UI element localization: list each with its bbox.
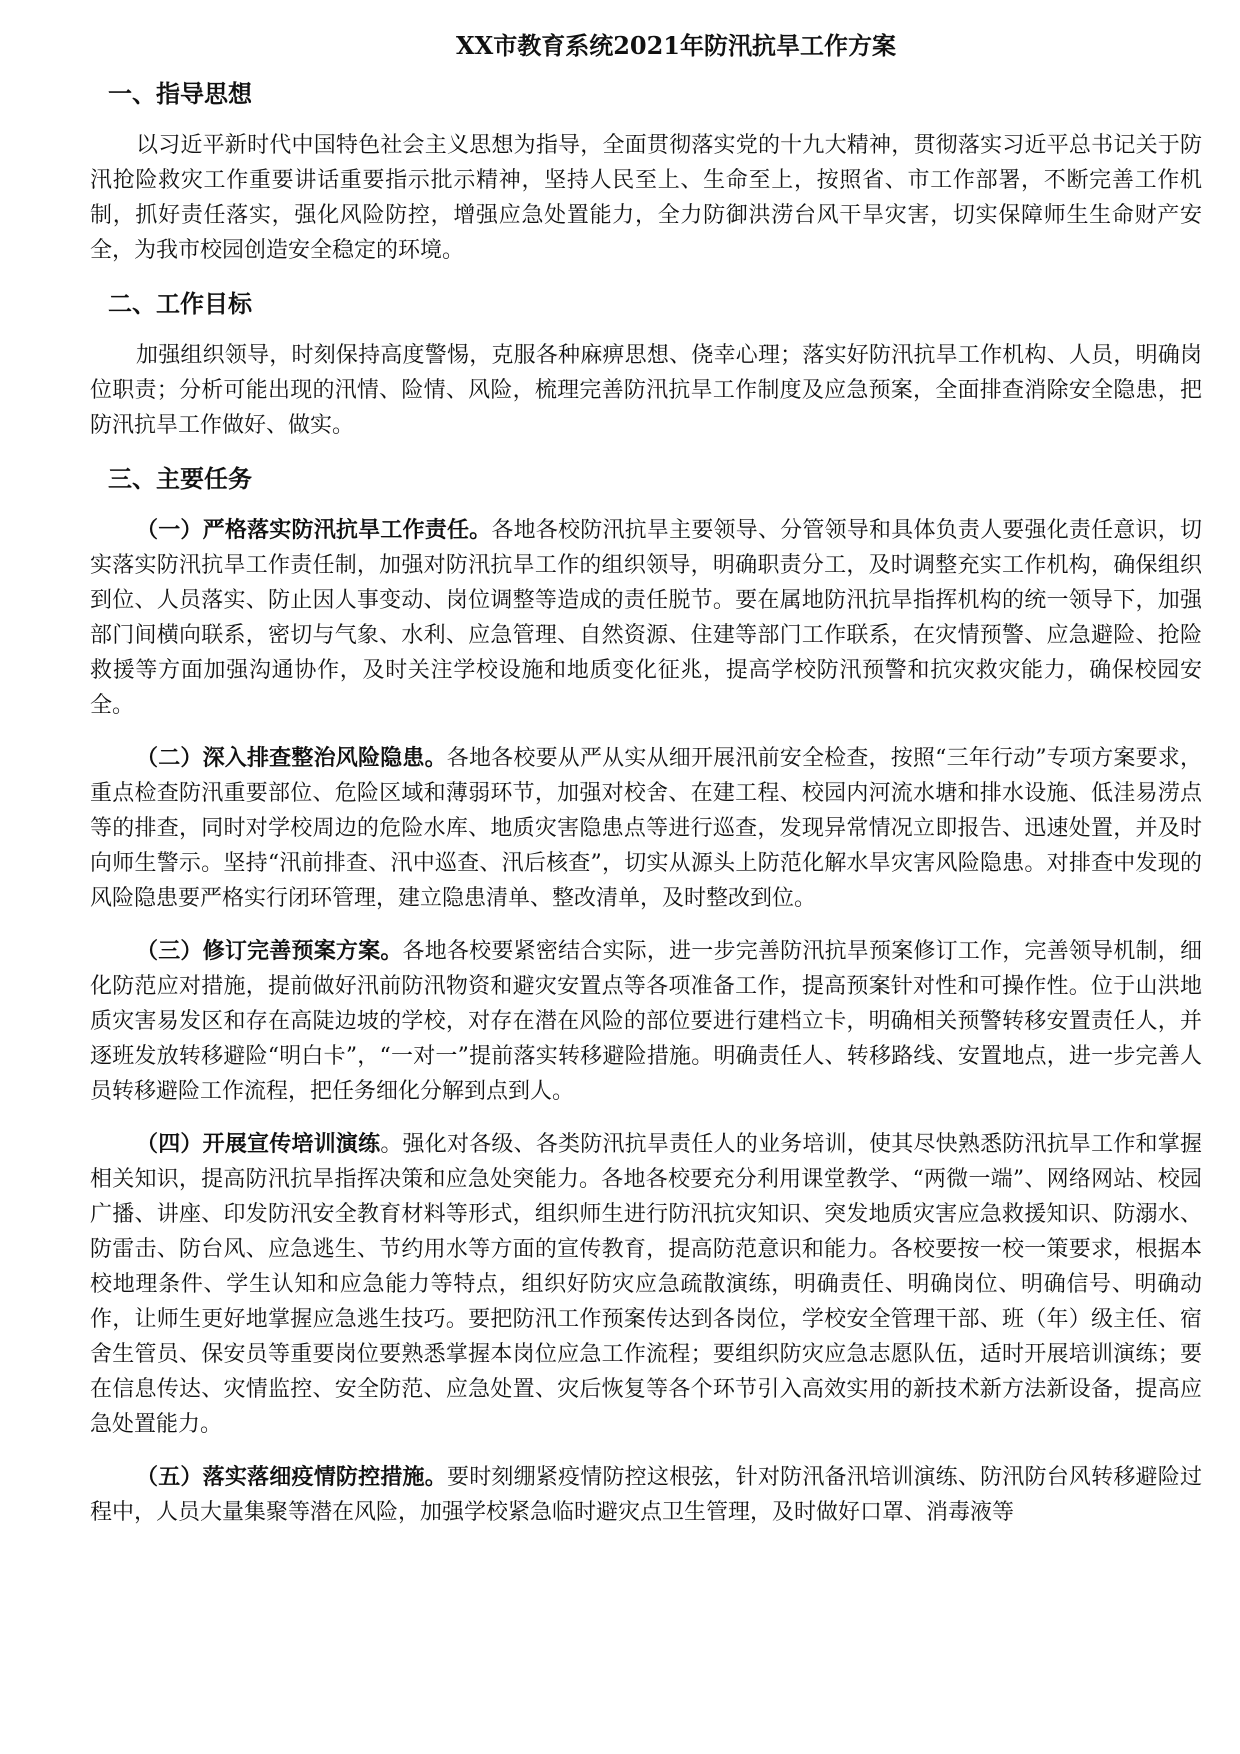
task-paragraph-4 [90,1127,1202,1442]
task-paragraph-2 [90,741,1202,916]
section-heading-main-tasks: 三、主要任务 [108,464,252,493]
document-title: XX市教育系统2021年防汛抗旱工作方案 [455,31,897,60]
paragraph-text: 。强化对各级、各类防汛抗旱责任人的业务培训，使其尽快熟悉防汛抗旱工作和掌握相关知识，提高防汛抗旱指挥决策和应急处突能力。各地各校要充分利用课堂教学、“两微一端”、网络网站、校园广播、讲座、印发防汛安全教育材料等形式，组织师生进行防汛抗灾知识、突发地质灾害应急救援知识、防溺水、防雷击、防台风、应急逃生、节约用水等方面的宣传教育，提高防范意识和能力。各校要按一校一策要求，根据本校地理条件、学生认知和应急能力等特点，组织好防灾应急疏散演练，明确责任、明确岗位、明确信号、明确动作，让师生更好地掌握应急逃生技巧。要把防汛工作预案传达到各岗位，学校安全管理干部、班（年）级主任、宿舍生管员、保安员等重要岗位要熟悉掌握本岗位应急工作流程；要组织防灾应急志愿队伍，适时开展培训演练；要在信息传达、灾情监控、安全防范、应急处置、灾后恢复等各个环节引入高效实用的新技术新方法新设备，提高应急处置能力。 [90,1132,1202,1437]
paragraph-text: 各地各校防汛抗旱主要领导、分管领导和具体负责人要强化责任意识，切实落实防汛抗旱工作责任制，加强对防汛抗旱工作的组织领导，明确职责分工，及时调整充实工作机构，确保组织到位、人员落实、防止因人事变动、岗位调整等造成的责任脱节。要在属地防汛抗旱指挥机构的统一领导下，加强部门间横向联系，密切与气象、水利、应急管理、自然资源、住建等部门工作联系，在灾情预警、应急避险、抢险救援等方面加强沟通协作，及时关注学校设施和地质变化征兆，提高学校防汛预警和抗灾救灾能力，确保校园安全。 [90,518,1202,718]
task-paragraph-3 [90,934,1202,1109]
paragraph-lead: （三）修订完善预案方案。 [136,938,403,964]
paragraph-text: 各地各校要紧密结合实际，进一步完善防汛抗旱预案修订工作，完善领导机制，细化防范应对措施，提前做好汛前防汛物资和避灾安置点等各项准备工作，提高预案针对性和可操作性。位于山洪地质灾害易发区和存在高陡边坡的学校，对存在潜在风险的部位要进行建档立卡，明确相关预警转移安置责任人，并逐班发放转移避险“明白卡”，“一对一”提前落实转移避险措施。明确责任人、转移路线、安置地点，进一步完善人员转移避险工作流程，把任务细化分解到点到人。 [90,939,1202,1104]
section-heading-work-goals: 二、工作目标 [108,289,252,318]
section-heading-guiding-ideology: 一、指导思想 [108,79,252,108]
paragraph-lead: （四）开展宣传培训演练 [136,1131,381,1157]
paragraph-lead: （二）深入排查整治风险隐患。 [136,745,447,771]
task-paragraph-5 [90,1460,1202,1530]
paragraph [90,338,1202,443]
task-paragraph-1 [90,513,1202,723]
paragraph-text: 要时刻绷紧疫情防控这根弦，针对防汛备汛培训演练、防汛防台风转移避险过程中，人员大量集聚等潜在风险，加强学校紧急临时避灾点卫生管理，及时做好口罩、消毒液等 [90,1465,1202,1525]
paragraph-lead: （五）落实落细疫情防控措施。 [136,1464,447,1490]
paragraph-text: 各地各校要从严从实从细开展汛前安全检查，按照“三年行动”专项方案要求，重点检查防汛重要部位、危险区域和薄弱环节，加强对校舍、在建工程、校园内河流水塘和排水设施、低洼易涝点等的排查，同时对学校周边的危险水库、地质灾害隐患点等进行巡查，发现异常情况立即报告、迅速处置，并及时向师生警示。坚持“汛前排查、汛中巡查、汛后核查”，切实从源头上防范化解水旱灾害风险隐患。对排查中发现的风险隐患要严格实行闭环管理，建立隐患清单、整改清单，及时整改到位。 [90,746,1202,911]
paragraph-text: 加强组织领导，时刻保持高度警惕，克服各种麻痹思想、侥幸心理；落实好防汛抗旱工作机构、人员，明确岗位职责；分析可能出现的汛情、险情、风险，梳理完善防汛抗旱工作制度及应急预案，全面排查消除安全隐患，把防汛抗旱工作做好、做实。 [90,343,1202,438]
paragraph [90,128,1202,268]
paragraph-text: 以习近平新时代中国特色社会主义思想为指导，全面贯彻落实党的十九大精神，贯彻落实习近平总书记关于防汛抢险救灾工作重要讲话重要指示批示精神，坚持人民至上、生命至上，按照省、市工作部署，不断完善工作机制，抓好责任落实，强化风险防控，增强应急处置能力，全力防御洪涝台风干旱灾害，切实保障师生生命财产安全，为我市校园创造安全稳定的环境。 [90,133,1202,263]
paragraph-lead: （一）严格落实防汛抗旱工作责任。 [136,517,492,543]
